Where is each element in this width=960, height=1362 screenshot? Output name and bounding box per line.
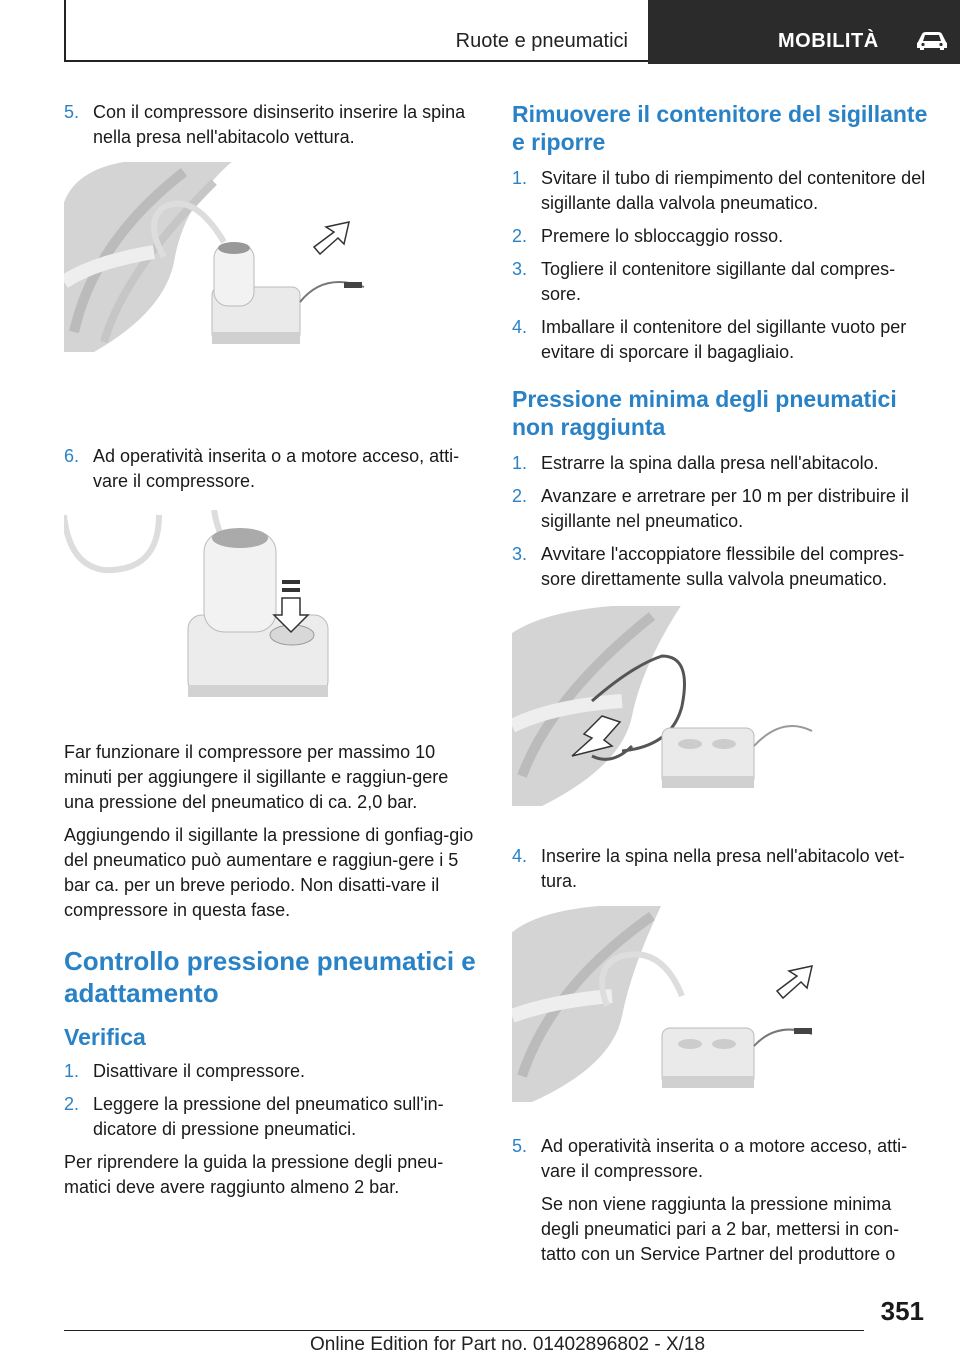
page-number: 351 bbox=[880, 1296, 924, 1326]
step-number: 2. bbox=[64, 1094, 80, 1114]
step-6-activate bbox=[64, 444, 478, 494]
remove-step-4 bbox=[512, 315, 928, 365]
step-number: 1. bbox=[512, 168, 528, 188]
step-5-activate bbox=[512, 1134, 928, 1184]
step-4-plug-in bbox=[512, 844, 928, 894]
step-number: 5. bbox=[64, 102, 80, 122]
remove-step-1 bbox=[512, 166, 928, 216]
step-5-plug-in bbox=[64, 100, 478, 150]
step-number: 2. bbox=[512, 486, 528, 506]
step-number: 1. bbox=[64, 1061, 80, 1081]
remove-step-3 bbox=[512, 257, 928, 307]
step-number: 2. bbox=[512, 226, 528, 246]
step-number: 3. bbox=[512, 259, 528, 279]
right-column bbox=[512, 100, 928, 1275]
subheading-verify: Verifica bbox=[64, 1024, 146, 1050]
step-text: Leggere la pressione del pneumatico sull'in‐dicatore di pressione pneumatici. bbox=[93, 1094, 444, 1139]
step-text: Avanzare e arretrare per 10 m per distribuire il sigillante nel pneumatico. bbox=[541, 486, 909, 531]
section-heading-pressure-check: Controllo pressione pneumatici e adattamento bbox=[64, 946, 476, 1008]
page-header bbox=[64, 0, 958, 64]
minimum-step-2 bbox=[512, 484, 928, 534]
step-text: Togliere il contenitore sigillante dal compres‐sore. bbox=[541, 259, 896, 304]
step-text: Inserire la spina nella presa nell'abitacolo vet‐tura. bbox=[541, 846, 905, 891]
footer-edition: Online Edition for Part no. 01402896802 - X/18 bbox=[310, 1334, 706, 1355]
step-number: 6. bbox=[64, 446, 80, 466]
paragraph-contact-service: Se non viene raggiunta la pressione minima degli pneumatici pari a 2 bar, mettersi in con‐tatto con un Service Partner del produttore o bbox=[541, 1194, 900, 1264]
step-number: 1. bbox=[512, 453, 528, 473]
illustration-hose-valve bbox=[512, 606, 928, 816]
paragraph-pressure-rise: Aggiungendo il sigillante la pressione di gonfiag‐gio del pneumatico può aumentare e raggiun‐gere i 5 bar ca. per un breve periodo. Non disatti‐vare il compressore in questa fase. bbox=[64, 825, 474, 920]
section-heading-min-pressure: Pressione minima degli pneumatici non raggiunta bbox=[512, 386, 897, 440]
illustration-compressor-switch bbox=[64, 510, 478, 710]
minimum-step-3 bbox=[512, 542, 928, 592]
step-text: Avvitare l'accoppiatore flessibile del compres‐sore direttamente sulla valvola pneumatico. bbox=[541, 544, 905, 589]
minimum-step-1 bbox=[512, 451, 928, 476]
paragraph-run-time: Far funzionare il compressore per massimo 10 minuti per aggiungere il sigillante e raggiun‐gere una pressione del pneumatico di ca. 2,0 bar. bbox=[64, 742, 449, 812]
step-text: Imballare il contenitore del sigillante vuoto per evitare di sporcare il bagagliaio. bbox=[541, 317, 907, 362]
step-text: Disattivare il compressore. bbox=[93, 1061, 306, 1081]
remove-step-2 bbox=[512, 224, 928, 249]
paragraph-min-pressure: Per riprendere la guida la pressione degli pneu‐matici deve avere raggiunto almeno 2 bar. bbox=[64, 1152, 444, 1197]
section-heading-remove-container: Rimuovere il contenitore del sigillante e riporre bbox=[512, 101, 928, 155]
step-number: 4. bbox=[512, 846, 528, 866]
header-section-title: Ruote e pneumatici bbox=[455, 30, 628, 52]
step-number: 5. bbox=[512, 1136, 528, 1156]
step-text: Svitare il tubo di riempimento del contenitore del sigillante dalla valvola pneumatico. bbox=[541, 168, 926, 213]
header-section-box bbox=[64, 0, 648, 62]
left-column bbox=[64, 100, 478, 1208]
step-text: Estrarre la spina dalla presa nell'abitacolo. bbox=[541, 453, 879, 473]
illustration-compressor-plug bbox=[64, 162, 478, 412]
step-number: 4. bbox=[512, 317, 528, 337]
check-step-2 bbox=[64, 1092, 478, 1142]
header-chapter-box bbox=[648, 0, 960, 64]
check-step-1 bbox=[64, 1059, 478, 1084]
step-number: 3. bbox=[512, 544, 528, 564]
step-text: Premere lo sbloccaggio rosso. bbox=[541, 226, 784, 246]
header-chapter-title: MOBILITÀ bbox=[778, 30, 879, 52]
car-icon bbox=[914, 28, 950, 52]
footer-divider bbox=[64, 1330, 864, 1331]
step-text: Ad operatività inserita o a motore acceso, atti‐vare il compressore. bbox=[93, 446, 460, 491]
step-text: Con il compressore disinserito inserire la spina nella presa nell'abitacolo vettura. bbox=[93, 102, 466, 147]
step-text: Ad operatività inserita o a motore acceso, atti‐vare il compressore. bbox=[541, 1136, 908, 1181]
illustration-compressor-plug-2 bbox=[512, 906, 928, 1106]
